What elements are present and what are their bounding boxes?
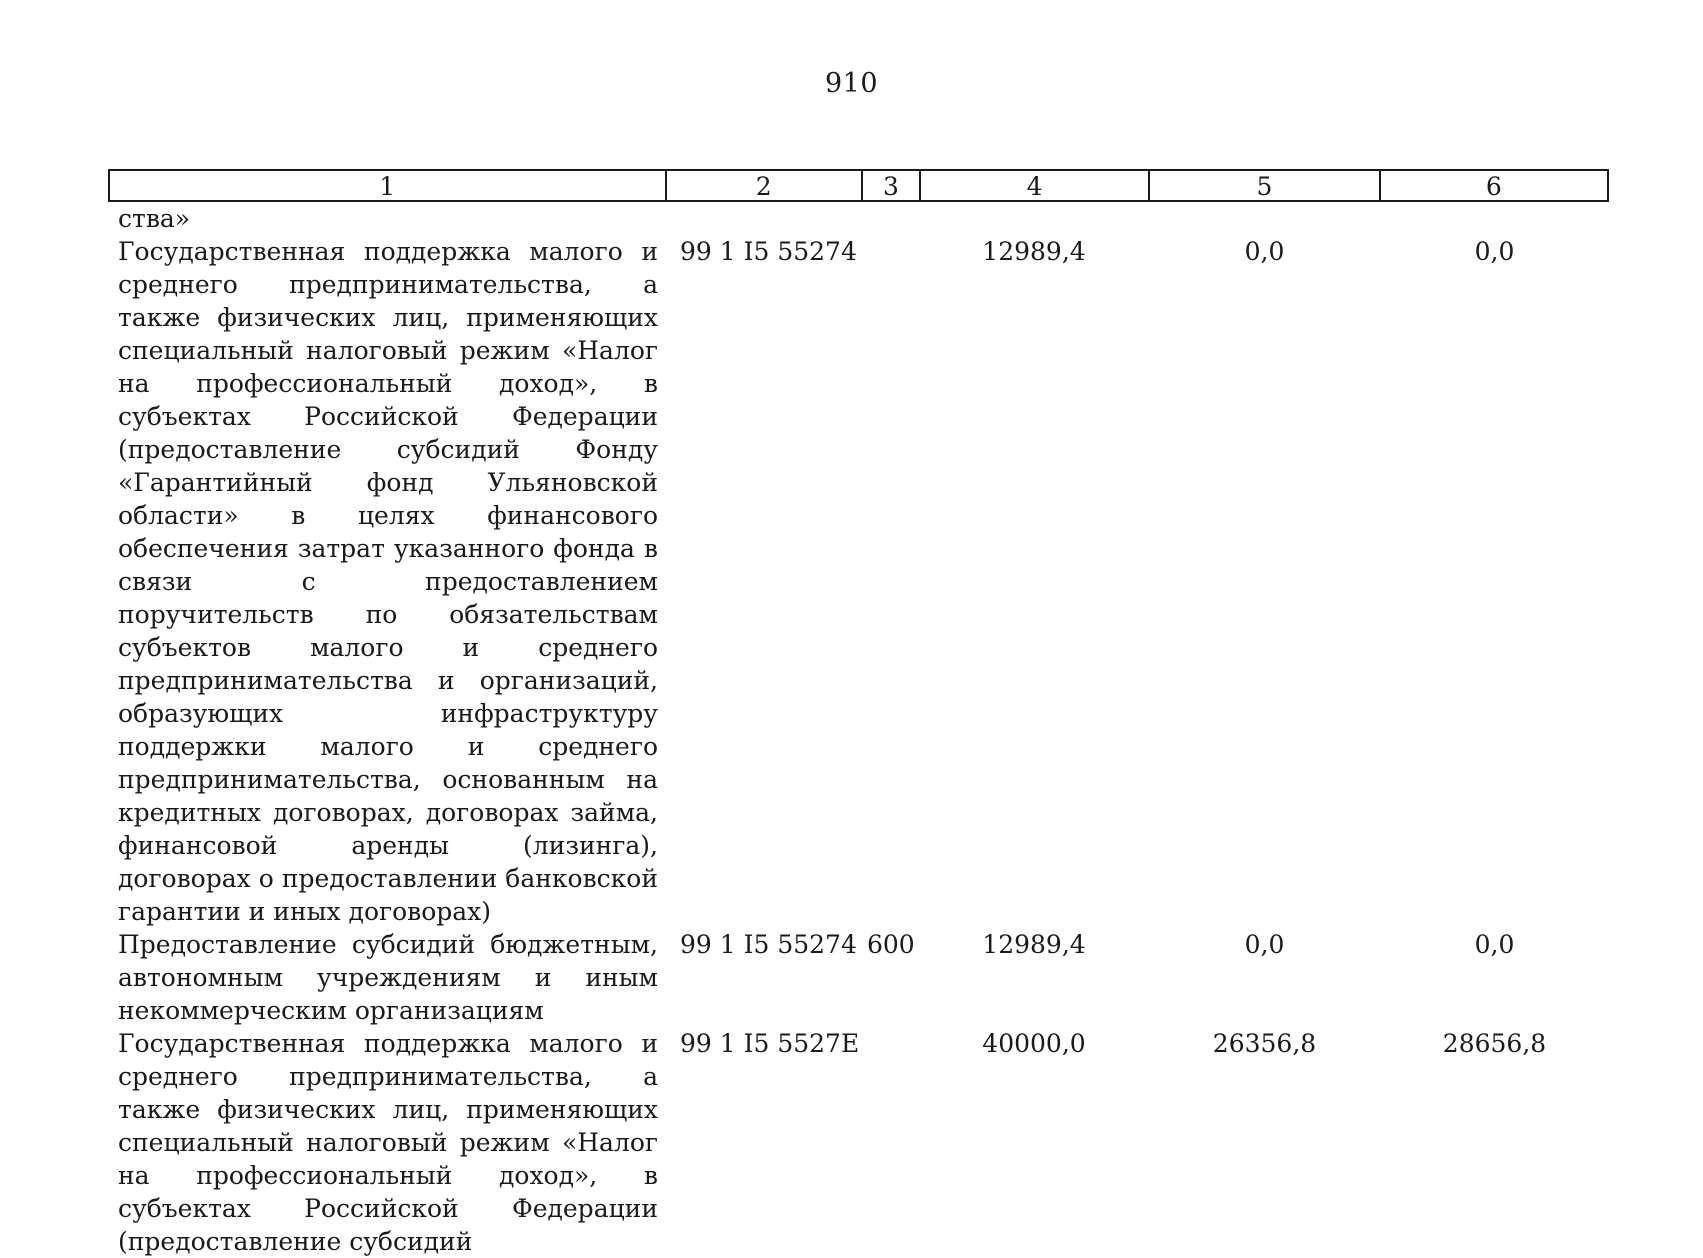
row-value-4: 12989,4 <box>982 930 1086 959</box>
row-code <box>664 202 861 235</box>
column-header-4: 4 <box>919 171 1148 200</box>
table-row <box>108 928 1609 1027</box>
column-header-6: 6 <box>1379 171 1607 200</box>
row-value-6: 0,0 <box>1474 930 1515 959</box>
row-name: Государственная поддержка малого и среднего предпринимательства, а также физических лиц, применяющих специальный налоговый режим «Налог на профессиональный доход», в субъектах Российской Федерации (предоставление субсидий Фонду «Гарантийный фонд Ульяновской области» в целях финансового обеспечения затрат указанного фонда в связи с предоставлением поручительств по обязательствам субъектов малого и среднего предпринимательства и организаций, образующих инфраструктуру поддержки малого и среднего предпринимательства, основанным на кредитных договорах, договорах займа, финансовой аренды (лизинга), договорах о предоставлении банковской гарантии и иных договорах) <box>118 237 658 926</box>
row-type <box>861 202 919 235</box>
column-header-1: 1 <box>379 172 396 201</box>
row-name: ства» <box>118 204 191 233</box>
row-value-4: 12989,4 <box>982 237 1086 266</box>
table-row <box>108 235 1609 928</box>
row-value-6: 28656,8 <box>1442 1029 1547 1058</box>
row-value-5: 0,0 <box>1244 930 1285 959</box>
column-header-5: 5 <box>1148 171 1378 200</box>
row-value-6: 0,0 <box>1474 237 1515 266</box>
row-type: 600 <box>867 930 915 959</box>
row-code: 99 1 I5 55274 <box>680 237 857 266</box>
row-type <box>861 235 919 928</box>
column-header-3: 3 <box>861 171 919 200</box>
row-type <box>861 1027 919 1258</box>
budget-table <box>108 169 1609 1258</box>
page-number: 910 <box>824 68 879 99</box>
row-value-4 <box>919 202 1149 235</box>
table-row <box>108 1027 1609 1258</box>
table-header <box>108 169 1609 202</box>
row-name: Предоставление субсидий бюджетным, автономным учреждениям и иным некоммерческим организациям <box>118 930 658 1025</box>
row-value-5: 26356,8 <box>1212 1029 1317 1058</box>
row-code: 99 1 I5 5527E <box>680 1029 860 1058</box>
column-header-2: 2 <box>665 171 861 200</box>
row-name: Государственная поддержка малого и среднего предпринимательства, а также физических лиц, применяющих специальный налоговый режим «Налог на профессиональный доход», в субъектах Российской Федерации (предоставление субсидий <box>118 1029 658 1256</box>
table-row <box>108 202 1609 235</box>
row-value-6 <box>1380 202 1609 235</box>
row-value-4: 40000,0 <box>982 1029 1086 1058</box>
row-value-5: 0,0 <box>1244 237 1285 266</box>
row-code: 99 1 I5 55274 <box>680 930 857 959</box>
row-value-5 <box>1149 202 1380 235</box>
